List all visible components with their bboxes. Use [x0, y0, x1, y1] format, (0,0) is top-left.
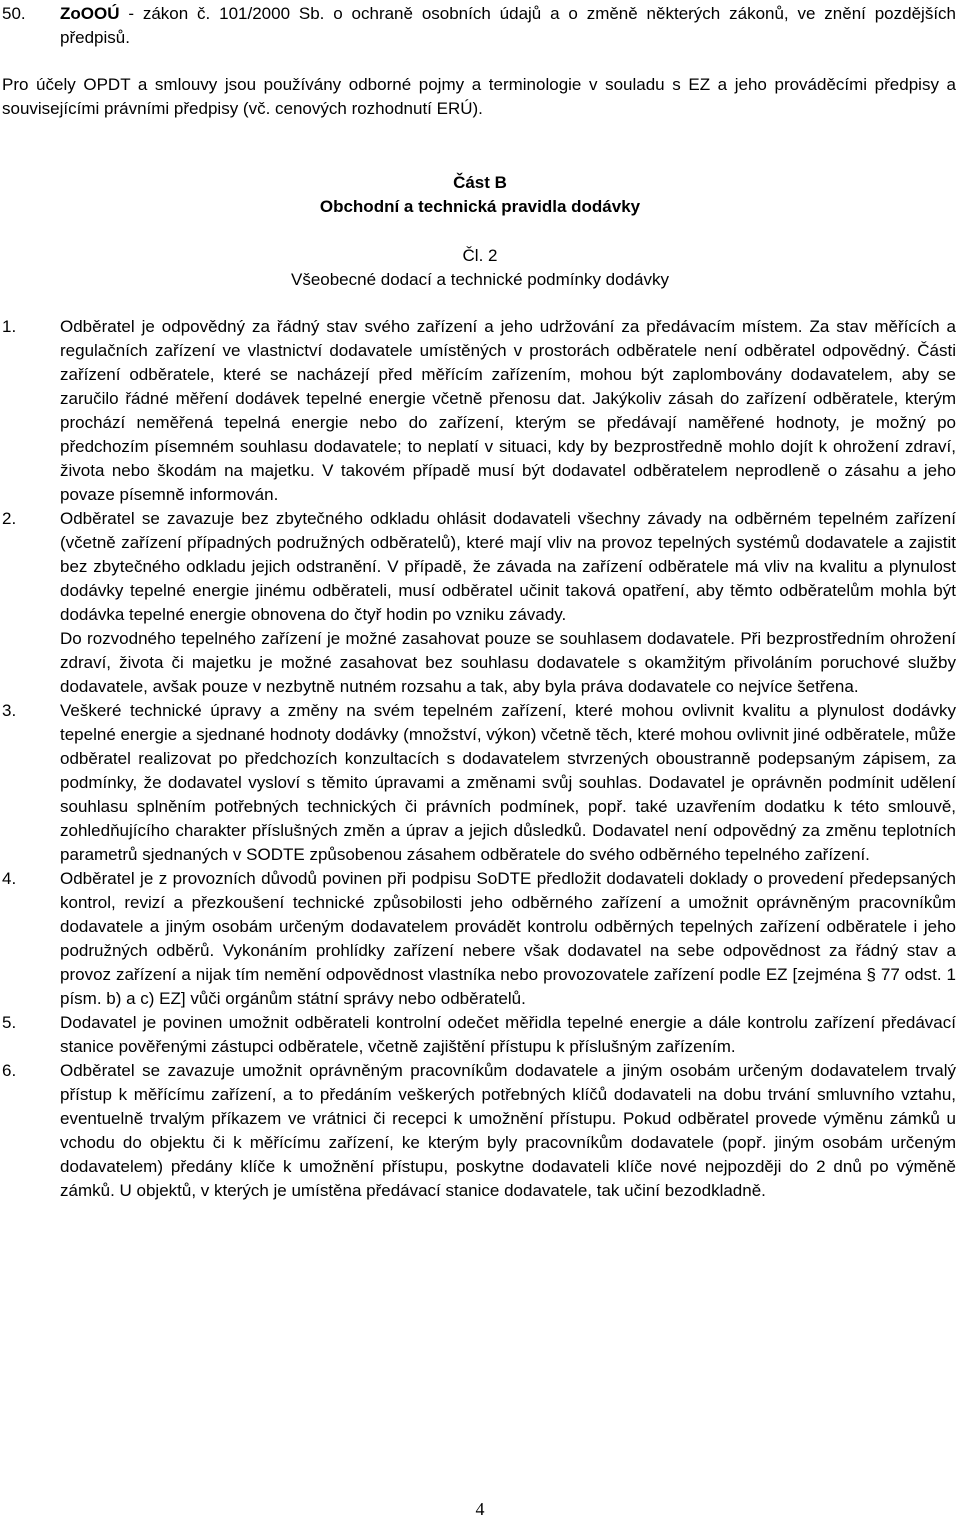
item-text: - zákon č. 101/2000 Sb. o ochraně osobních údajů a o změně některých zákonů, ve znění pozdějších předpisů.	[60, 4, 956, 47]
list-item	[0, 507, 956, 627]
item-number: 5.	[2, 1013, 17, 1032]
item-text: Dodavatel je povinen umožnit odběrateli kontrolní odečet měřidla tepelné energie a dále kontrolu zařízení předávací stanice pověřenými zástupci odběratele, včetně zajištění přístupu k příslušným zařízením.	[60, 1013, 956, 1056]
item-number: 6.	[2, 1061, 17, 1080]
list-item	[0, 1011, 956, 1059]
conditions-list	[0, 315, 956, 1203]
item-number: 50.	[2, 4, 26, 23]
part-title: Část B	[453, 173, 507, 192]
item-text: Odběratel se zavazuje umožnit oprávněným pracovníkům dodavatele a jiným osobám určeným dodavatelem trvalý přístup k měřícímu zařízení, a to předáním veškerých potřebných klíčů dodavateli na dobu trvání smluvního vztahu, eventuelně trvalým příkazem ve vrátnici či recepci k umožnění přístupu. Pokud odběratel provede výměnu zámků u vchodu do objektu či k měřícímu zařízení, ke kterým byly pracovníkům dodavatele (popř. jiným osobám určeným dodavatelem) předány klíče k umožnění přístupu, poskytne dodavateli klíče nové nejpozději do 2 dnů po výměně zámků. U objektů, v kterých je umístěna předávací stanice dodavatele, tak učiní bezodkladně.	[60, 1061, 956, 1200]
item-text: Odběratel je z provozních důvodů povinen při podpisu SoDTE předložit dodavateli doklady o provedení předepsaných kontrol, revizí a přezkoušení technické způsobilosti jeho odběrného zařízení a umožnit oprávněným pracovníkům dodavatele a jiným osobám určeným dodavatelem provádět kontrolu odběrných tepelných zařízení odběratele i jeho podružných odběrů. Vykonáním prohlídky zařízení nebere však dodavatel na sebe odpovědnost za řádný stav a provoz zařízení a nijak tím nemění odpovědnost vlastníka nebo provozovatele zařízení podle EZ [zejména § 77 odst. 1 písm. b) a c) EZ] vůči orgánům státní správy nebo odběratelů.	[60, 869, 956, 1008]
article-title: Všeobecné dodací a technické podmínky dodávky	[290, 270, 670, 289]
list-item	[0, 2, 956, 50]
list-item-continuation	[0, 627, 956, 699]
item-number: 4.	[2, 869, 17, 888]
list-item	[0, 1059, 956, 1203]
list-item	[0, 867, 956, 1011]
item-text: Do rozvodného tepelného zařízení je možné zasahovat pouze se souhlasem dodavatele. Při bezprostředním ohrožení zdraví, života či majetku je možné zasahovat bez souhlasu dodavatele s okamžitým přivoláním poruchové služby dodavatele, avšak pouze v nezbytně nutném rozsahu a tak, aby byla práva dodavatele co nejvíce šetřena.	[60, 629, 956, 696]
page-number: 4	[475, 1499, 485, 1519]
item-number: 2.	[2, 509, 17, 528]
part-subtitle: Obchodní a technická pravidla dodávky	[319, 197, 641, 216]
article-number: Čl. 2	[462, 246, 498, 265]
intro-paragraph: Pro účely OPDT a smlouvy jsou používány odborné pojmy a terminologie v souladu s EZ a jeho prováděcími předpisy a souvisejícími právními předpisy (vč. cenových rozhodnutí ERÚ).	[2, 75, 956, 118]
list-item	[0, 699, 956, 867]
list-item	[0, 315, 956, 507]
item-number: 3.	[2, 701, 17, 720]
item-text: Veškeré technické úpravy a změny na svém tepelném zařízení, které mohou ovlivnit kvalitu a plynulost dodávky tepelné energie a sjednané hodnoty dodávky (množství, výkon) včetně těch, které mohou ovlivnit jiné odběratele, může odběratel realizovat po předchozích konzultacích s dodavatelem stvrzených oboustranně podepsaným zápisem, za podmínky, že dodavatel vysloví s těmito úpravami a změnami svůj souhlas. Dodavatel je oprávněn podmínit udělení souhlasu splněním potřebných technických či právních podmínek, popř. také uzavřením dodatku k této smlouvě, zohledňujícího charakter příslušných změn a úprav a jejich důsledků. Dodavatel není odpovědný za změnu teplotních parametrů sjednaných v SODTE způsobenou zásahem odběratele do svého odběrného tepelného zařízení.	[60, 701, 956, 864]
item-text: Odběratel je odpovědný za řádný stav svého zařízení a jeho udržování za předávacím místem. Za stav měřících a regulačních zařízení ve vlastnictví dodavatele umístěných v prostorách odběratele není odběratel odpovědný. Části zařízení odběratele, které se nacházejí před měřícím zařízením, mohou být zaplombovány dodavatelem, aby se zaručilo řádné měření dodávek tepelné energie včetně přenosu dat. Jakýkoliv zásah do zařízení odběratele, kterým prochází neměřená tepelná energie nebo do zařízení, kterým se předávají naměřené hodnoty, je možný po předchozím písemném souhlasu dodavatele; to neplatí v situaci, kdy by bezprostředně mohlo dojít k ohrožení zdraví, života nebo škodám na majetku. V takovém případě musí být dodavatel odběratelem neprodleně o zásahu a jeho povaze písemně informován.	[60, 317, 956, 504]
abbreviation: ZoOOÚ	[60, 4, 120, 23]
item-text: Odběratel se zavazuje bez zbytečného odkladu ohlásit dodavateli všechny závady na odběrném tepelném zařízení (včetně zařízení případných podružných odběratelů), které mají vliv na provoz tepelných systémů dodavatele a zajistit bez zbytečného odkladu jejich odstranění. V případě, že závada na zařízení odběratele má vliv na kvalitu a plynulost dodávky tepelné energie jinému odběrateli, musí odběratel učinit taková opatření, aby těmto odběratelům mohla být dodávka tepelné energie obnovena do čtyř hodin po vzniku závady.	[60, 509, 956, 624]
item-50	[0, 2, 956, 50]
item-number: 1.	[2, 317, 17, 336]
